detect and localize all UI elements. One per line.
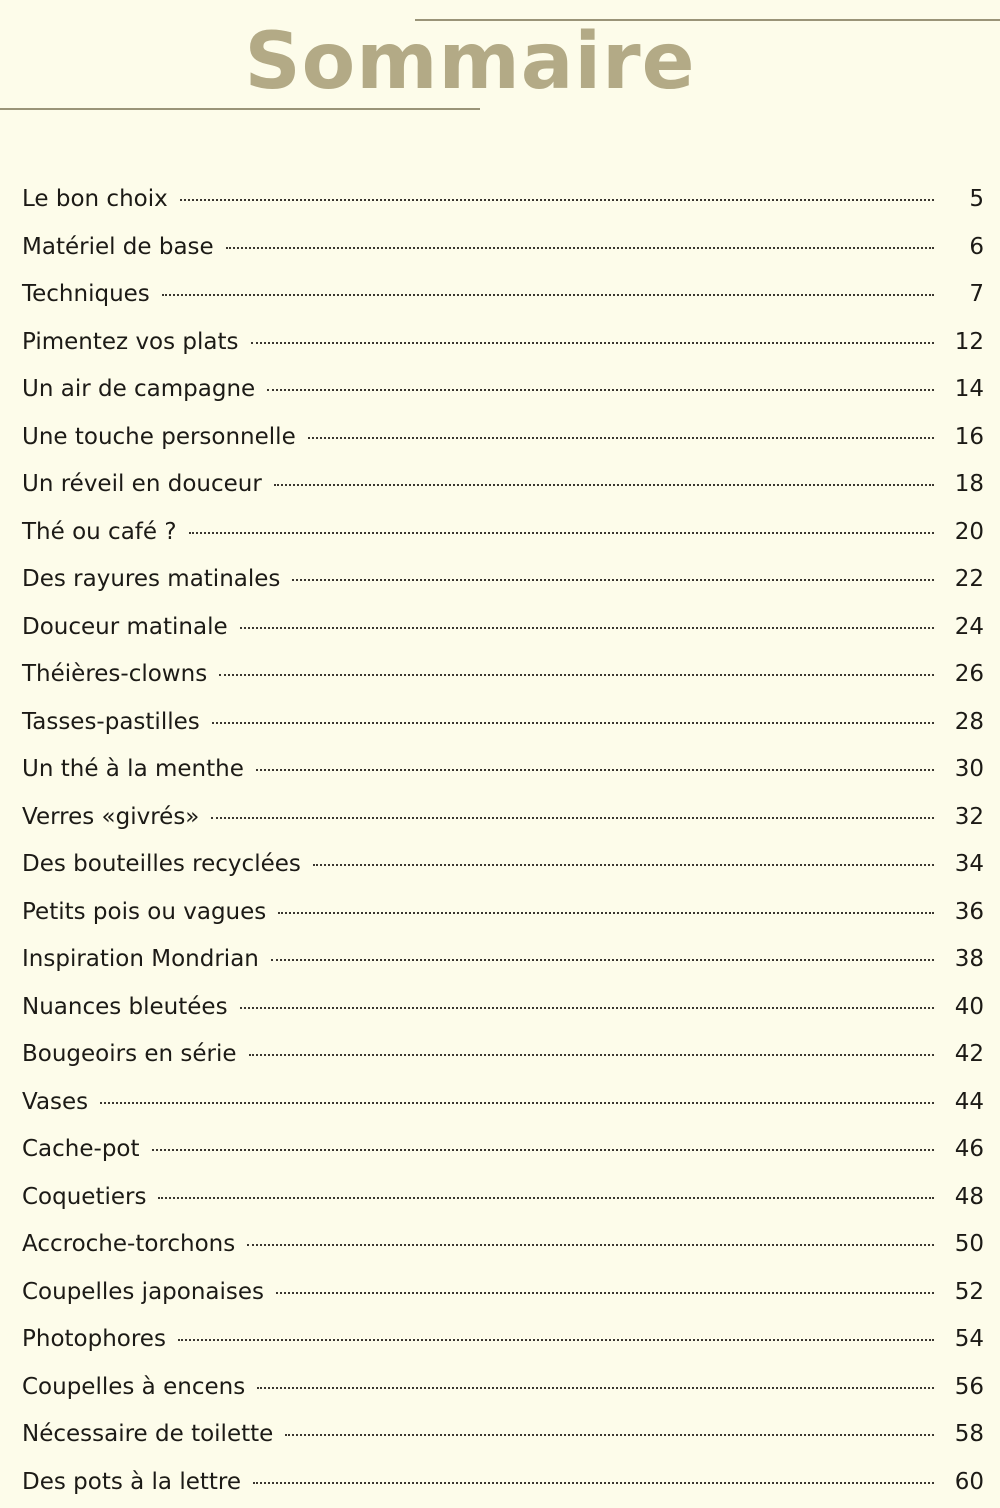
dot-leader xyxy=(189,532,934,534)
table-of-contents xyxy=(22,176,984,1506)
toc-entry-page-number: 56 xyxy=(954,1373,984,1400)
toc-entry-label: Des rayures matinales xyxy=(22,566,281,592)
toc-entry-page-number: 48 xyxy=(954,1183,984,1210)
toc-entry-label: Photophores xyxy=(22,1326,166,1352)
toc-entry-page-number: 40 xyxy=(954,993,984,1020)
toc-entry-label: Nécessaire de toilette xyxy=(22,1421,274,1447)
toc-entry-label: Un thé à la menthe xyxy=(22,756,244,782)
toc-entry-label: Bougeoirs en série xyxy=(22,1041,237,1067)
toc-entry xyxy=(22,984,984,1032)
toc-entry-label: Thé ou café ? xyxy=(22,518,177,545)
toc-entry-page-number: 12 xyxy=(954,328,984,355)
dot-leader xyxy=(285,1434,934,1436)
toc-entry-label: Coupelles à encens xyxy=(22,1373,246,1400)
dot-leader xyxy=(249,1054,934,1056)
toc-entry-label: Un réveil en douceur xyxy=(22,471,262,497)
dot-leader xyxy=(271,959,934,961)
dot-leader xyxy=(308,437,934,439)
dot-leader xyxy=(274,484,934,486)
dot-leader xyxy=(253,1482,934,1484)
dot-leader xyxy=(162,294,934,296)
toc-entry xyxy=(22,746,984,794)
toc-entry-label: Tasses-pastilles xyxy=(22,708,200,735)
toc-entry xyxy=(22,461,984,509)
toc-entry xyxy=(22,889,984,937)
toc-entry xyxy=(22,1364,984,1412)
dot-leader xyxy=(211,817,934,819)
page-title: Sommaire xyxy=(244,17,696,107)
toc-entry xyxy=(22,224,984,272)
dot-leader xyxy=(219,674,934,676)
toc-entry-label: Verres «givrés» xyxy=(22,803,200,830)
toc-entry xyxy=(22,1459,984,1507)
toc-entry-label: Techniques xyxy=(22,281,150,307)
toc-entry-label: Inspiration Mondrian xyxy=(22,946,259,972)
toc-entry xyxy=(22,1269,984,1317)
toc-entry-page-number: 28 xyxy=(954,708,984,735)
toc-entry xyxy=(22,1411,984,1459)
dot-leader xyxy=(212,722,934,724)
toc-entry xyxy=(22,794,984,842)
toc-entry-label: Accroche-torchons xyxy=(22,1231,236,1257)
toc-entry-page-number: 26 xyxy=(954,661,984,687)
toc-entry-page-number: 7 xyxy=(969,281,984,307)
toc-entry xyxy=(22,271,984,319)
dot-leader xyxy=(100,1102,934,1104)
toc-entry-label: Le bon choix xyxy=(22,186,168,212)
toc-entry-page-number: 52 xyxy=(954,1278,984,1305)
toc-entry-label: Un air de campagne xyxy=(22,376,256,402)
toc-entry-label: Coupelles japonaises xyxy=(22,1278,265,1305)
toc-entry-label: Des pots à la lettre xyxy=(22,1468,242,1495)
toc-entry-page-number: 24 xyxy=(954,613,984,640)
dot-leader xyxy=(152,1149,934,1151)
toc-entry xyxy=(22,699,984,747)
title-rule-bottom xyxy=(0,108,480,110)
toc-entry-page-number: 58 xyxy=(954,1421,984,1447)
toc-entry-page-number: 42 xyxy=(954,1041,984,1067)
toc-entry-page-number: 36 xyxy=(954,898,984,925)
dot-leader xyxy=(251,342,934,344)
dot-leader xyxy=(226,247,934,249)
toc-entry-label: Théières-clowns xyxy=(22,661,208,687)
toc-entry-page-number: 46 xyxy=(954,1136,984,1162)
toc-entry xyxy=(22,319,984,367)
toc-entry-label: Nuances bleutées xyxy=(22,993,228,1020)
toc-entry xyxy=(22,651,984,699)
toc-entry xyxy=(22,1126,984,1174)
dot-leader xyxy=(240,627,934,629)
toc-entry xyxy=(22,176,984,224)
toc-entry-page-number: 44 xyxy=(954,1088,984,1115)
toc-entry xyxy=(22,841,984,889)
dot-leader xyxy=(278,912,934,914)
toc-entry-label: Cache-pot xyxy=(22,1136,140,1162)
toc-entry-label: Petits pois ou vagues xyxy=(22,898,267,925)
toc-entry xyxy=(22,1221,984,1269)
dot-leader xyxy=(256,769,934,771)
toc-entry-label: Pimentez vos plats xyxy=(22,328,239,355)
toc-entry-page-number: 38 xyxy=(954,946,984,972)
toc-entry xyxy=(22,414,984,462)
toc-entry-page-number: 16 xyxy=(954,423,984,450)
dot-leader xyxy=(240,1007,934,1009)
toc-entry-label: Une touche personnelle xyxy=(22,423,296,450)
toc-entry-page-number: 60 xyxy=(954,1468,984,1495)
toc-entry xyxy=(22,604,984,652)
dot-leader xyxy=(313,864,934,866)
toc-entry-label: Coquetiers xyxy=(22,1183,147,1210)
dot-leader xyxy=(292,579,934,581)
dot-leader xyxy=(180,199,934,201)
toc-entry-page-number: 18 xyxy=(954,471,984,497)
toc-entry xyxy=(22,1079,984,1127)
dot-leader xyxy=(257,1387,934,1389)
toc-entry-page-number: 30 xyxy=(954,756,984,782)
dot-leader xyxy=(158,1197,934,1199)
dot-leader xyxy=(267,389,934,391)
toc-entry xyxy=(22,1174,984,1222)
toc-entry-page-number: 6 xyxy=(969,233,984,260)
toc-entry xyxy=(22,366,984,414)
toc-entry-label: Douceur matinale xyxy=(22,613,228,640)
toc-entry-page-number: 54 xyxy=(954,1326,984,1352)
dot-leader xyxy=(276,1292,934,1294)
toc-entry-page-number: 22 xyxy=(954,566,984,592)
toc-entry-page-number: 50 xyxy=(954,1231,984,1257)
toc-entry-label: Vases xyxy=(22,1088,89,1115)
toc-entry xyxy=(22,509,984,557)
dot-leader xyxy=(178,1339,934,1341)
toc-entry-label: Matériel de base xyxy=(22,233,214,260)
toc-entry xyxy=(22,1031,984,1079)
toc-entry xyxy=(22,936,984,984)
dot-leader xyxy=(247,1244,934,1246)
toc-entry-page-number: 20 xyxy=(954,518,984,545)
toc-entry-label: Des bouteilles recyclées xyxy=(22,851,301,877)
toc-entry-page-number: 32 xyxy=(954,803,984,830)
toc-entry xyxy=(22,556,984,604)
toc-entry-page-number: 5 xyxy=(969,186,984,212)
toc-entry xyxy=(22,1316,984,1364)
toc-entry-page-number: 34 xyxy=(954,851,984,877)
toc-entry-page-number: 14 xyxy=(954,376,984,402)
